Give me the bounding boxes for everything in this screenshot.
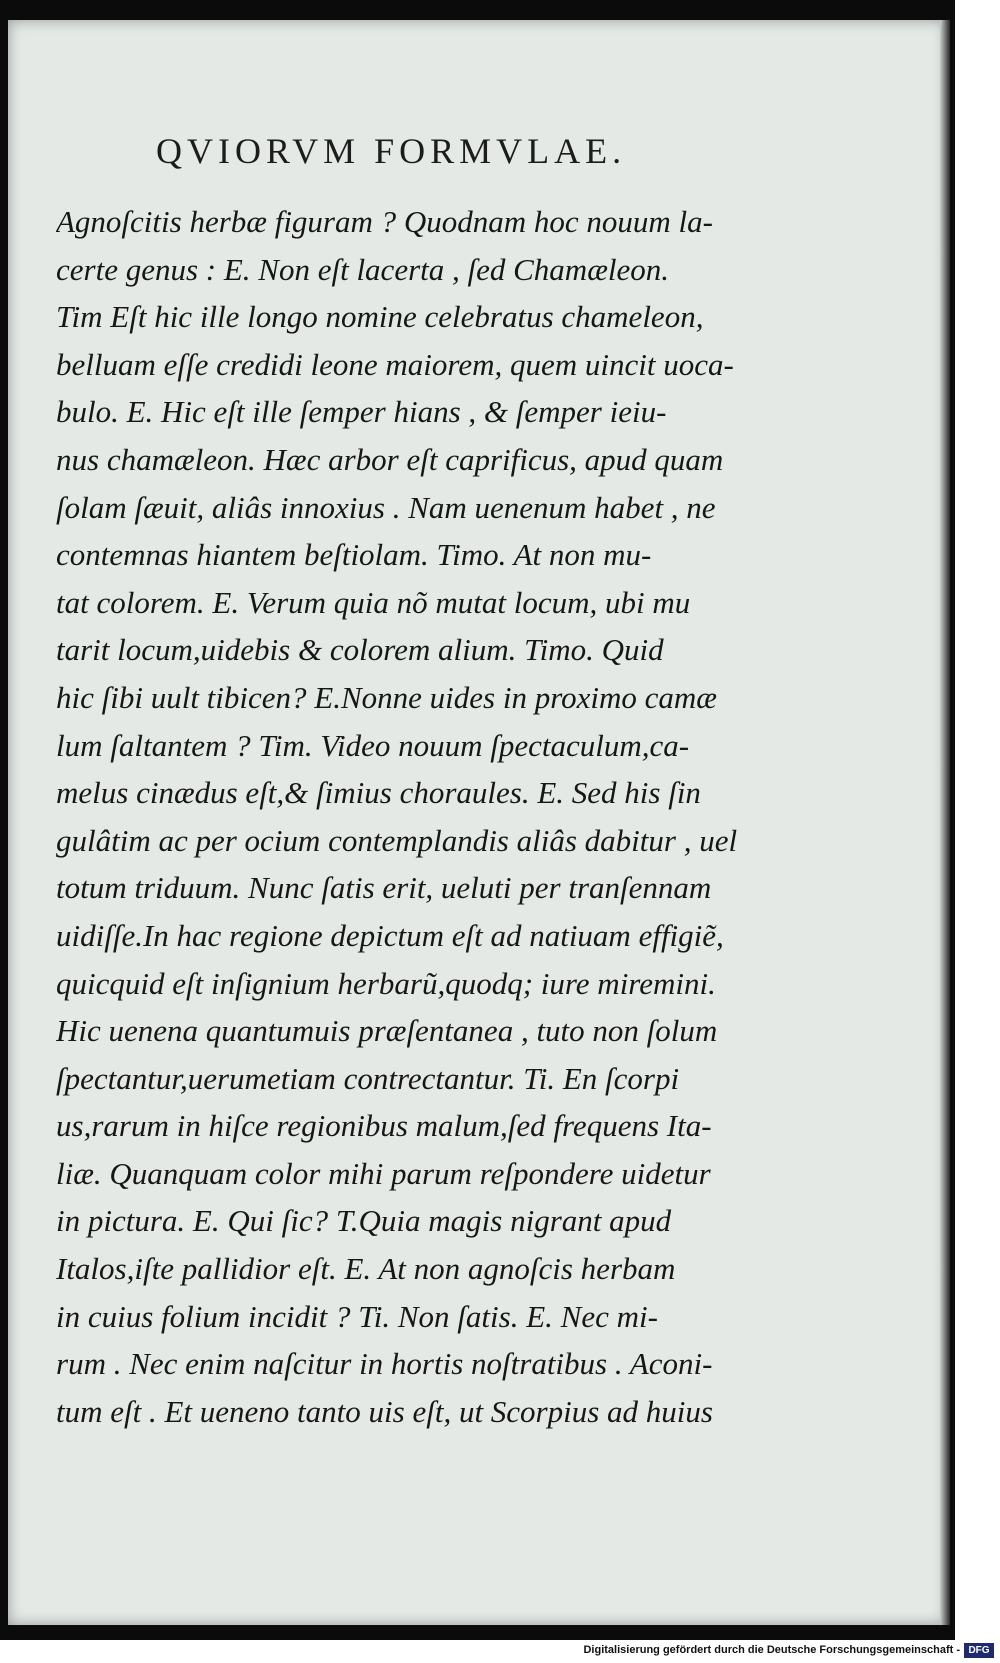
book-page <box>8 20 946 1625</box>
text-line: in pictura. E. Qui ſic? T.Quia magis nigrant apud <box>56 1203 672 1239</box>
text-line: gulâtim ac per ocium contemplandis aliâs dabitur , uel <box>56 822 738 858</box>
text-line: tat colorem. E. Verum quia nõ mutat locum, ubi mu <box>56 584 691 620</box>
text-line: totum triduum. Nunc ſatis erit, ueluti per tranſennam <box>56 870 712 906</box>
text-line: us,rarum in hiſce regionibus malum,ſed frequens Ita- <box>56 1108 712 1144</box>
text-line: certe genus : E. Non eſt lacerta , ſed Chamæleon. <box>56 251 669 287</box>
text-line: Hic uenena quantumuis præſentanea , tuto non ſolum <box>56 1013 718 1049</box>
text-line: Tim Eſt hic ille longo nomine celebratus chameleon, <box>56 299 704 335</box>
text-block <box>56 198 826 1435</box>
text-line: Italos,iſte pallidior eſt. E. At non agnoſcis herbam <box>56 1251 676 1287</box>
text-line: rum . Nec enim naſcitur in hortis noſtratibus . Aconi- <box>56 1346 713 1382</box>
text-line: in cuius folium incidit ? Ti. Non ſatis. E. Nec mi- <box>56 1298 658 1334</box>
text-line: tarit locum,uidebis & colorem alium. Timo. Quid <box>56 632 664 668</box>
text-line: hic ſibi uult tibicen? E.Nonne uides in proximo camæ <box>56 679 717 715</box>
running-head: QVIORVM FORMVLAE. <box>156 131 627 171</box>
text-line: uidiſſe.In hac regione depictum eſt ad natiuam effigiẽ, <box>56 917 724 953</box>
text-line: ſpectantur,uerumetiam contrectantur. Ti. En ſcorpi <box>56 1060 680 1096</box>
text-line: contemnas hiantem beſtiolam. Timo. At non mu- <box>56 537 652 573</box>
text-line: nus chamæleon. Hæc arbor eſt caprificus, apud quam <box>56 441 724 477</box>
text-line: liæ. Quanquam color mihi parum reſpondere uidetur <box>56 1155 711 1191</box>
text-line: bulo. E. Hic eſt ille ſemper hians , & ſemper ieiu- <box>56 394 667 430</box>
text-line: lum ſaltantem ? Tim. Video nouum ſpectaculum,ca- <box>56 727 690 763</box>
text-line: belluam eſſe credidi leone maiorem, quem uincit uoca- <box>56 346 734 382</box>
digitization-credit: Digitalisierung gefördert durch die Deutsche Forschungsgemeinschaft - <box>583 1644 960 1656</box>
text-line: ſolam ſæuit, aliâs innoxius . Nam uenenum habet , ne <box>56 489 716 525</box>
text-line: melus cinædus eſt,& ſimius choraules. E. Sed his ſin <box>56 775 701 811</box>
footer-strip <box>0 1640 1000 1663</box>
text-line: tum eſt . Et ueneno tanto uis eſt, ut Scorpius ad huius <box>56 1393 713 1429</box>
dfg-logo: DFG <box>964 1643 994 1658</box>
text-line: quicquid eſt inſignium herbarũ,quodq; iure miremini. <box>56 965 716 1001</box>
text-line: Agnoſcitis herbæ figuram ? Quodnam hoc nouum la- <box>56 204 713 239</box>
page-edge <box>940 20 950 1625</box>
